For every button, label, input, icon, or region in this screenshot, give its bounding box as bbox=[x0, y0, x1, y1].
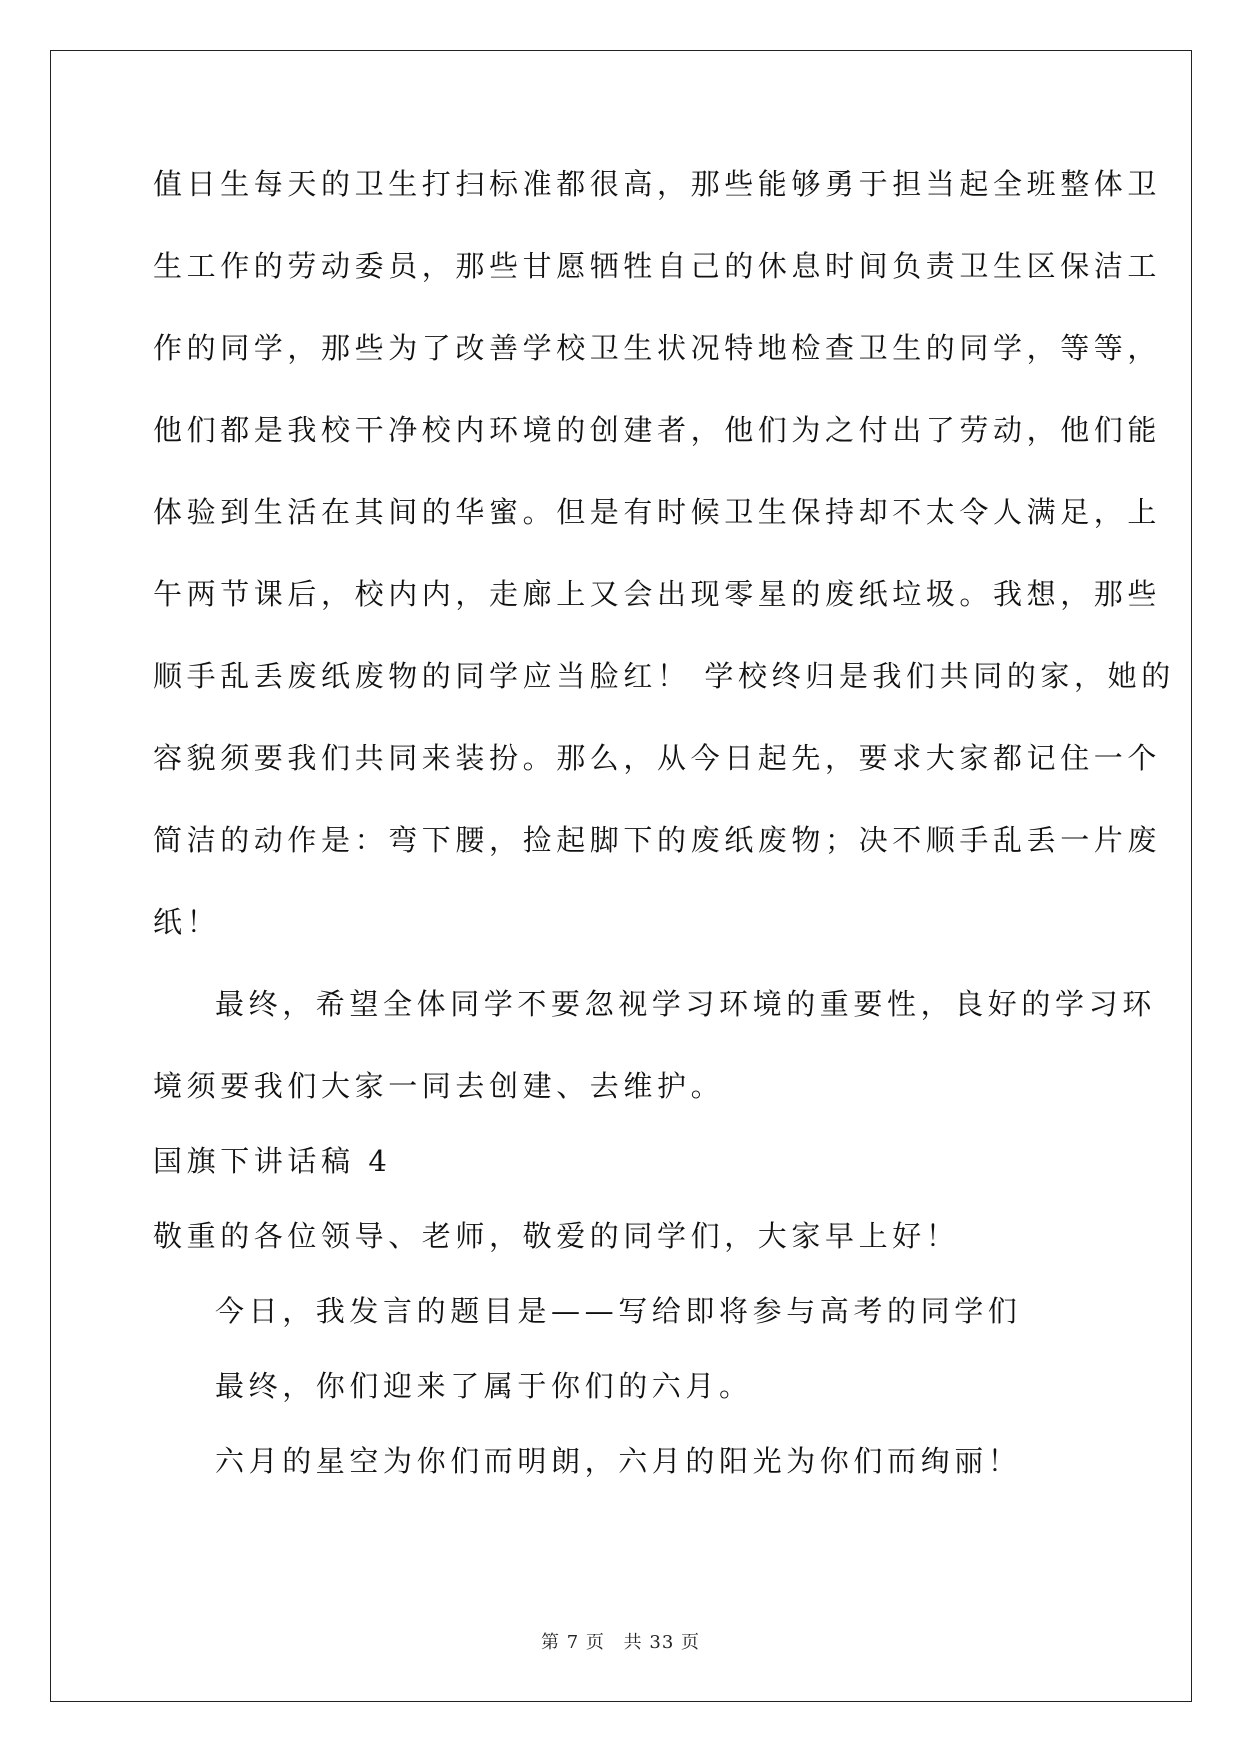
document-body bbox=[153, 164, 1175, 1516]
paragraph-line: 午两节课后，校内内，走廊上又会出现零星的废纸垃圾。我想，那些 bbox=[153, 577, 1162, 611]
greeting-line: 敬重的各位领导、老师，敬爱的同学们，大家早上好！ bbox=[153, 1219, 960, 1253]
paragraph-line: 简洁的动作是：弯下腰，捡起脚下的废纸废物；决不顺手乱丢一片废 bbox=[153, 823, 1162, 857]
paragraph-line: 容貌须要我们共同来装扮。那么，从今日起先，要求大家都记住一个 bbox=[153, 741, 1162, 775]
paragraph-line: 今日，我发言的题目是——写给即将参与高考的同学们 bbox=[215, 1294, 1022, 1328]
paragraph-line: 六月的星空为你们而明朗，六月的阳光为你们而绚丽！ bbox=[215, 1444, 1022, 1478]
paragraph-line: 顺手乱丢废纸废物的同学应当脸红！ 学校终归是我们共同的家，她的 bbox=[153, 659, 1175, 693]
paragraph-line: 境须要我们大家一同去创建、去维护。 bbox=[153, 1069, 725, 1103]
paragraph-line: 作的同学，那些为了改善学校卫生状况特地检查卫生的同学，等等， bbox=[153, 331, 1162, 365]
paragraph-line: 纸！ bbox=[153, 905, 221, 939]
paragraph-line: 他们都是我校干净校内环境的创建者，他们为之付出了劳动，他们能 bbox=[153, 413, 1162, 447]
paragraph-line: 值日生每天的卫生打扫标准都很高，那些能够勇于担当起全班整体卫 bbox=[153, 167, 1162, 201]
section-heading: 国旗下讲话稿 4 bbox=[153, 1144, 392, 1178]
page-number: 第 7 页 bbox=[541, 1632, 605, 1653]
paragraph-line: 生工作的劳动委员，那些甘愿牺牲自己的休息时间负责卫生区保洁工 bbox=[153, 249, 1162, 283]
page-total: 共 33 页 bbox=[623, 1632, 700, 1653]
page-footer bbox=[0, 1628, 1241, 1654]
paragraph-line: 最终，你们迎来了属于你们的六月。 bbox=[215, 1369, 753, 1403]
paragraph-line: 体验到生活在其间的华蜜。但是有时候卫生保持却不太令人满足，上 bbox=[153, 495, 1162, 529]
paragraph-line: 最终，希望全体同学不要忽视学习环境的重要性，良好的学习环 bbox=[215, 987, 1156, 1021]
